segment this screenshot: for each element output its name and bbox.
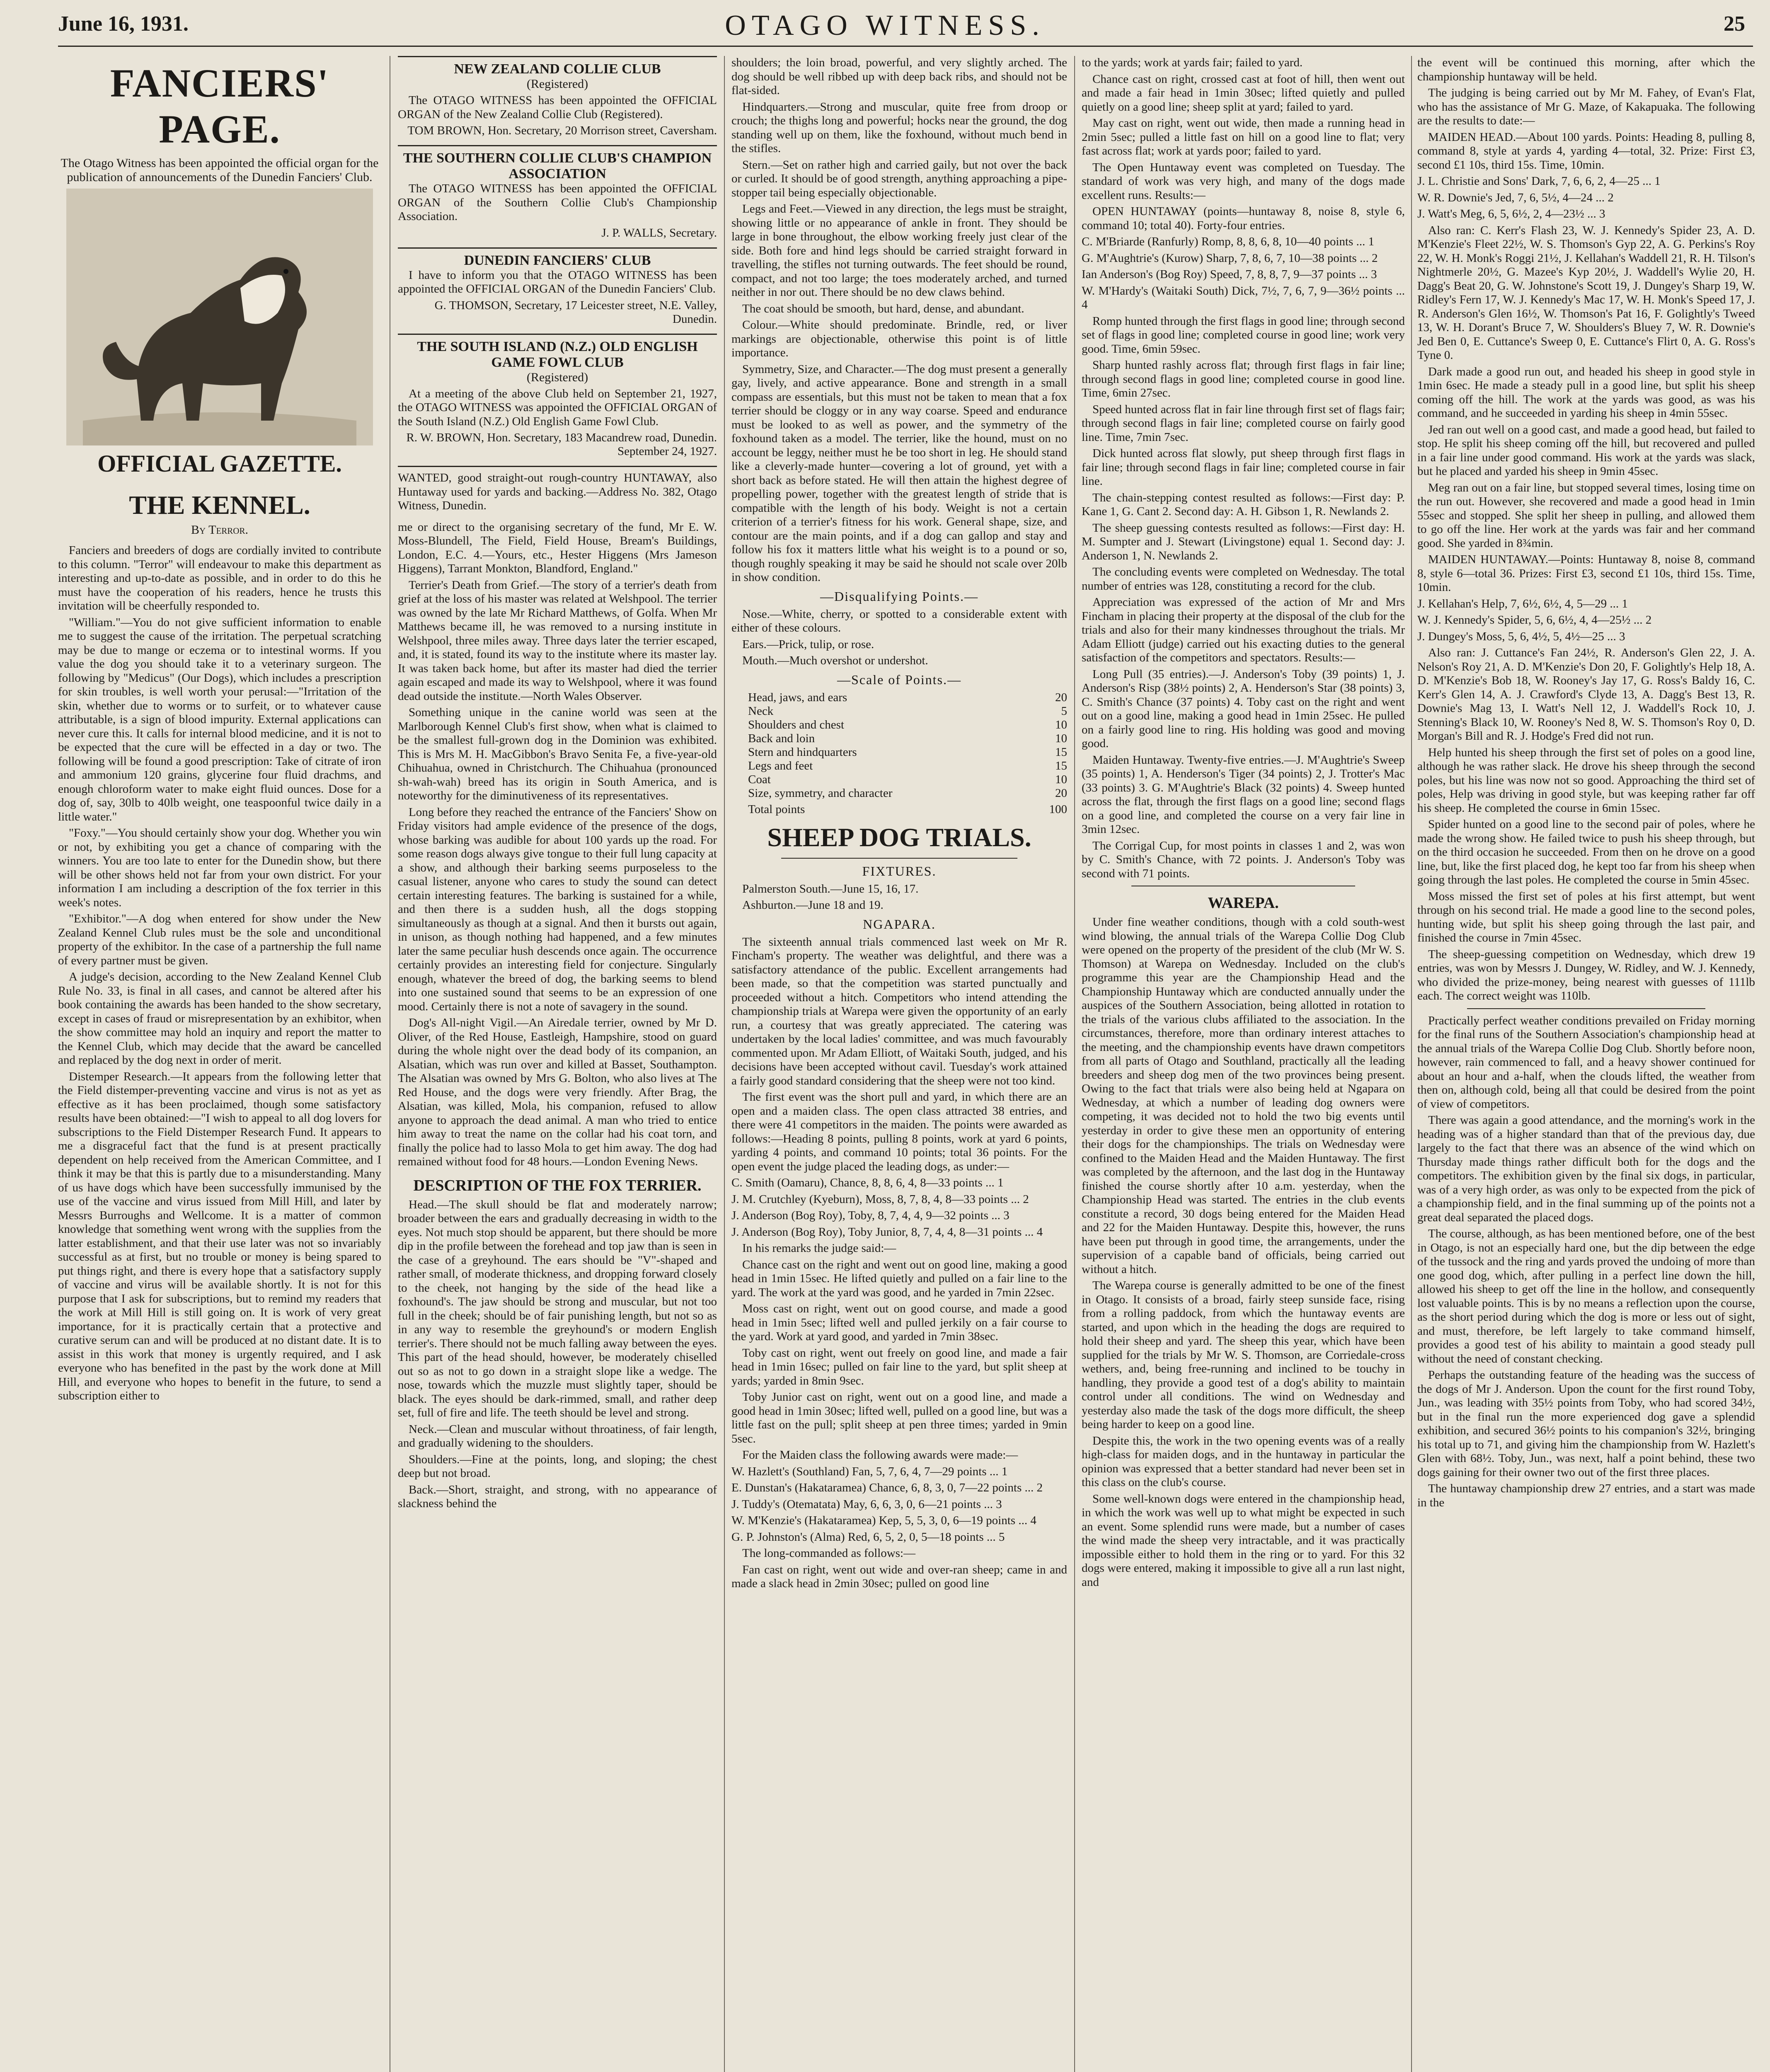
warepa-paragraph: Moss missed the first set of poles at his first attempt, but went through on his second trial. He made a good line to the second poles, hunting wide, but split his sheep going through the last pair, and finished the course in 7min 45sec.: [1417, 889, 1755, 944]
notice-signature: G. THOMSON, Secretary, 17 Leicester street, N.E. Valley, Dunedin.: [434, 298, 717, 326]
table-row: Size, symmetry, and character 20: [748, 786, 1067, 800]
result-line: W. Hazlett's (Southland) Fan, 5, 7, 6, 4, 7—29 points ... 1: [731, 1464, 1008, 1478]
column-4: [1082, 56, 1405, 2072]
ngapara-paragraph: to the yards; work at yards fair; failed to yard.: [1082, 56, 1303, 69]
warepa-paragraph: Practically perfect weather conditions prevailed on Friday morning for the final runs of the Southern Association's championship head at the annual trials of the Warepa Collie Dog Club. Shortly before noon, however, rain commenced to fall, and a heavy shower continued for about an hour and a-half, when the clouds lifted, the weather from then on, although cold, being all that could be desired from the point of view of competitors.: [1417, 1014, 1755, 1111]
ngapara-paragraph: Romp hunted through the first flags in good line; through second set of flags in good line; completed course in good line; work very good. Time, 6min 59sec.: [1082, 314, 1405, 356]
disqualifying-item: Mouth.—Much overshot or undershot.: [742, 654, 928, 667]
result-line: E. Dunstan's (Hakataramea) Chance, 6, 8, 3, 0, 7—22 points ... 2: [731, 1481, 1043, 1494]
column-divider: [1411, 56, 1412, 2072]
kennel-heading: THE KENNEL.: [129, 490, 310, 520]
fox-terrier-paragraph: Head.—The skull should be flat and moderately narrow; broader between the ears and gradually decreasing in width to the eyes. Not much stop should be apparent, but there should be more dip in the profile between the forehead and top jaw than is seen in the case of a greyhound. The ears should be "V"-shaped and rather small, of moderate thickness, and dropping forward closely to the cheek, not hanging by the side of the head like a foxhound's. The jaw should be strong and muscular, but not too full in the cheek; should be of fair punishing length, but not so as in any way to resemble the greyhound's or modern English terrier's. There should not be much falling away between the eyes. This part of the head should, however, be moderately chiselled out so as not to go down in a straight slope like a wedge. The nose, towards which the muzzle must slightly taper, should be black. The eyes should be dark-rimmed, small, and rather deep set, full of fire and life. The teeth should be level and strong.: [398, 1198, 717, 1419]
article-paragraph: Long before they reached the entrance of the Fanciers' Show on Friday visitors had ample evidence of the presence of the dogs, whose barking was audible for about 100 yards up the road. For some reason dogs always give tongue to their full lung capacity at a show, and although their barking seems purposeless to the casual listener, anyone who cares to study the sound can detect certain interesting features. The barking is sustained for a while, and then there is a sudden hush, all the dogs stopping simultaneously as though at a signal. And then it bursts out again, in unison, as though nothing had happened, and a few minutes later the same peculiar hush descends once again. The occurrence certainly provides an interesting field for conjecture. Singularly enough, whatever the breed of dog, the barking seems to blend into one sustained sound that seems to be an expression of one mood. Certainly there is not a note of savagery in the sound.: [398, 805, 717, 1013]
ngapara-paragraph: Toby cast on right, went out freely on good line, and made a fair head in 1min 16sec; pulled on fair line to the yard, but split sheep at yards; yarded in 8min 9sec.: [731, 1346, 1067, 1387]
fixtures-heading: FIXTURES.: [862, 863, 937, 879]
warepa-paragraph: Under fine weather conditions, though with a cold south-west wind blowing, the annual trials of the Warepa Collie Dog Club were opened on the property of the president of the club (Mr W. S. Thomson) at Warepa on Wednesday. Included on the club's programme this year are the Championship Head and the Championship Huntaway which are conducted annually under the auspices of the Southern Association, being allotted in rotation to the trials of the various clubs affiliated to the association. In the circumstances, therefore, more than ordinary interest attaches to the meeting, and the championship events have drawn competitors from all parts of Otago and Southland, practically all the leading breeders and sheep dog men of the two provinces being present. Owing to the fact that trials were also being held at Ngapara on Wednesday, at which a number of leading dog owners were competing, it was decided not to hold the two big events until yesterday in order to give these men an opportunity of entering their dogs for the championships. The trials on Wednesday were confined to the Maiden Head and the Maiden Huntaway. The first was completed by the afternoon, and the last dog in the Huntaway finished the course shortly after 10 a.m. yesterday, when the Championship Head was started. The entries in the club events constitute a record, 30 dogs being entered for the Maiden Head and 22 for the Maiden Huntaway. Despite this, however, the runs have been put through in good time, the arrangements, under the supervision of a capable band of officials, being carried out without a hitch.: [1082, 915, 1405, 1276]
warepa-paragraph: Also ran: J. Cuttance's Fan 24½, R. Anderson's Glen 22, J. A. Nelson's Roy 21, A. D. M'Kenzie's Don 20, F. Golightly's Help 18, A. D. M'Kenzie's Bob 18, W. Rooney's Jay 17, G. Ross's Baldy 16, C. Kerr's Glen 14, A. J. Crawford's Clyde 13, A. Dagg's Best 13, R. Downie's Mag 13, I. Watt's Nell 12, J. Waddell's Rock 10, J. Stenning's Black 10, W. Rooney's Ned 8, W. S. Thomson's Roy 0, D. Morgan's Bill and R. J. Hodge's Fred did not run.: [1417, 646, 1755, 743]
article-paragraph: me or direct to the organising secretary of the fund, Mr E. W. Moss-Blundell, The Field, Field House, Bream's Buildings, London, E.C. 4.—Yours, etc., Hester Higgens (Mrs Jameson Higgens), Tarrant Monkton, Blandford, England.": [398, 520, 717, 575]
warepa-paragraph: The course, although, as has been mentioned before, one of the best in Otago, is not an especially hard one, but the dip between the edge of the tussock and the ring and yards proved the undoing of more than one good dog, which, after pulling in a perfect line down the hill, allowed his sheep to get off the line in the hollow, and consequently lost valuable points. This is by no means a reflection upon the course, as the short period during which the dog is more or less out of sight, and must, therefore, be left largely to take command himself, provides a good test of his ability to maintain a good steady pull without the need of constant checking.: [1417, 1227, 1755, 1365]
kennel-paragraph: Fanciers and breeders of dogs are cordially invited to contribute to this column. "Terror" will endeavour to make this department as interesting and up-to-date as possible, and in order to do this he must have the cooperation of his readers, hence he trusts this invitation will be cheerfully responded to.: [58, 544, 381, 612]
ngapara-paragraph: Appreciation was expressed of the action of Mr and Mrs Fincham in placing their property at the disposal of the club for the trials and also for their many kindnesses throughout the trials. Mr Adam Elliott (judge) carried out his exacting duties to the general satisfaction of the competitors and spectators. Results:—: [1082, 595, 1405, 664]
page-number: 25: [1724, 12, 1745, 36]
kennel-paragraph: "William."—You do not give sufficient information to enable me to suggest the cause of the irritation. The perpetual scratching may be due to mange or eczema or to intestinal worms. If you value the dog you should take it to a veterinary surgeon. The following by "Medicus" (Our Dogs), which includes a prescription for skin troubles, is well worth your perusal:—"Irritation of the skin, whether due to worms or to surfeit, or to whatever cause attributable, is a sign of blood impurity. External applications can never cure this. It calls for internal blood medicine, and it is not to be expected that the cure will be effected in a day or two. The following will be found a good prescription: Take of citrate of iron and ammonium 120 grains, glycerine four fluid drachms, and enough chloroform water to make eight fluid ounces. Dose for a dog of, say, 30lb to 40lb weight, one teaspoonful twice daily in a little water.": [58, 615, 381, 823]
article-paragraph: Terrier's Death from Grief.—The story of a terrier's death from grief at the loss of his master was related at Welshpool. The terrier was owned by the late Mr Richard Matthews, of Golfa. When Mr Matthews became ill, he was removed to a nursing institute in Welshpool, three miles away. Three days later the terrier escaped, and, it is stated, found its way to the institute where its master lay. It was taken back home, but after its master had died the terrier again escaped and made its way to Welshpool, where it was found dead outside the institute.—North Wales Observer.: [398, 578, 717, 703]
wanted-ad: WANTED, good straight-out rough-country HUNTAWAY, also Huntaway used for yards and backing.—Address No. 382, Otago Witness, Dunedin.: [398, 471, 717, 512]
page-header: [0, 0, 1770, 50]
kennel-paragraph: "Foxy."—You should certainly show your dog. Whether you win or not, by exhibiting you get a chance of comparing with the winners. You are too late to enter for the Dunedin show, but there will be other shows held not far from your own district. For your information I am including a description of the fox terrier in this week's notes.: [58, 826, 381, 909]
notice-signature: TOM BROWN, Hon. Secretary, 20 Morrison street, Caversham.: [407, 124, 717, 137]
sheep-dog-trials-heading: SHEEP DOG TRIALS.: [767, 822, 1031, 852]
warepa-paragraph: the event will be continued this morning, after which the championship huntaway will be held.: [1417, 56, 1755, 83]
result-line: J. M. Crutchley (Kyeburn), Moss, 8, 7, 8, 4, 8—33 points ... 2: [731, 1192, 1029, 1206]
warepa-paragraph: Help hunted his sheep through the first set of poles on a good line, although he was rather slack. He drove his sheep through the second poles, but his line was now not so good. Approaching the third set of poles, Help was driving in good style, but was keeping rather far off his sheep. He completed the course in 6min 15sec.: [1417, 746, 1755, 815]
scale-heading: —Scale of Points.—: [837, 672, 961, 687]
ngapara-paragraph: Fan cast on right, went out wide and over-ran sheep; came in and made a slack head in 2min 30sec; pulled on good line: [731, 1563, 1067, 1590]
ngapara-paragraph: The concluding events were completed on Wednesday. The total number of entries was 128, constituting a record for the club.: [1082, 565, 1405, 593]
ngapara-paragraph: Speed hunted across flat in fair line through first set of flags fair; through second flags in fair line; completed course on fairly good line. Time, 7min 7sec.: [1082, 402, 1405, 444]
fox-terrier-paragraph: Stern.—Set on rather high and carried gaily, but not over the back or curled. It should be of good strength, anything approaching a pipe-stopper tail being especially objectionable.: [731, 158, 1067, 199]
ngapara-paragraph: Sharp hunted rashly across flat; through first flags in fair line; through second flags in good line; completed course in good line. Time, 6min 27sec.: [1082, 358, 1405, 399]
ngapara-heading: NGAPARA.: [863, 916, 936, 932]
result-line: J. Watt's Meg, 6, 5, 6½, 2, 4—23½ ... 3: [1417, 207, 1605, 220]
result-line: J. Anderson (Bog Roy), Toby, 8, 7, 4, 4, 9—32 points ... 3: [731, 1209, 1010, 1222]
ngapara-paragraph: The long-commanded as follows:—: [742, 1547, 915, 1560]
warepa-paragraph: Also ran: C. Kerr's Flash 23, W. J. Kennedy's Spider 23, A. D. M'Kenzie's Fleet 22½, W. S. Thomson's Gyp 22, A. G. Perkins's Roy 22, W. H. Monk's Roggi 21½, J. Kellahan's Waddell 21, R. H. Tilson's Nightmerle 20½, G. Mazee's Kyp 20½, J. Waddell's Wylie 20, H. Dagg's Beat 20, G. W. Johnstone's Scott 19, J. Dungey's Sharp 19, W. Ridley's Fern 17, W. J. Kennedy's Mac 17, W. H. Monk's Speed 17, J. R. Anderson's Glen 16½, W. Thomson's Pat 16, F. Golightly's Tweed 13, W. H. Dorant's Bruce 7, W. Shoulders's Bluey 7, W. R. Downie's Jed Ben 0, E. Cuttance's Sweep 0, E. Cuttance's Flirt 0, A. G. Ross's Tyne 0.: [1417, 223, 1755, 362]
result-line: C. Smith (Oamaru), Chance, 8, 8, 6, 4, 8—33 points ... 1: [731, 1176, 1004, 1189]
warepa-paragraph: Jed ran out well on a good cast, and made a good head, but failed to stop. He split his sheep coming off the hill, but recovered and pulled in a fair line under good command. His work at the yards was slack, but he placed and yarded his sheep in 9min 45sec.: [1417, 423, 1755, 478]
warepa-paragraph: The sheep-guessing competition on Wednesday, which drew 19 entries, was won by Messrs J. Dungey, W. Ridley, and W. J. Kennedy, who divided the prize-money, being nearest with guesses of 111lb each. The correct weight was 110lb.: [1417, 947, 1755, 1002]
ngapara-paragraph: May cast on right, went out wide, then made a running head in 2min 5sec; pulled a little fast on hill on a good line to flat; very fast across flat; work at yards poor; failed to yard.: [1082, 116, 1405, 157]
notice-signature: R. W. BROWN, Hon. Secretary, 183 Macandrew road, Dunedin. September 24, 1927.: [406, 431, 717, 458]
warepa-paragraph: Some well-known dogs were entered in the championship head, in which the work was well up to what might be expected in such an event. Some splendid runs were made, but a number of cases the wind made the sheep very intractable, and it was practically impossible either to hold them in the ring or to yard. For this 32 dogs were entered, making it impossible to give all a run last night, and: [1082, 1492, 1405, 1589]
club-notice: [398, 56, 717, 138]
club-notice: [398, 334, 717, 459]
warepa-paragraph: Dark made a good run out, and headed his sheep in good style in 1min 6sec. He made a steady pull in a good line, but split his sheep coming off the hill. The work at the yards was good, as was his command, and he succeeded in yarding his sheep in 4min 55sec.: [1417, 365, 1755, 420]
section-intro: The Otago Witness has been appointed the official organ for the publication of announcements of the Dunedin Fanciers' Club.: [61, 156, 379, 184]
table-total-row: Total points 100: [748, 802, 1067, 816]
fox-terrier-paragraph: Hindquarters.—Strong and muscular, quite free from droop or crouch; the thighs long and powerful; hocks near the ground, the dog standing well up on them, like the foxhound, without much bend in the stifles.: [731, 100, 1067, 155]
fox-terrier-paragraph: The coat should be smooth, but hard, dense, and abundant.: [742, 302, 1024, 315]
masthead-title: OTAGO WITNESS.: [725, 10, 1045, 41]
notice-body: The OTAGO WITNESS has been appointed the OFFICIAL ORGAN of the Southern Collie Club's Championship Association.: [398, 182, 717, 223]
fox-terrier-paragraph: Symmetry, Size, and Character.—The dog must present a generally gay, lively, and active appearance. Bone and strength in a small compass are essentials, but this must not be taken to mean that a fox terrier should be cloggy or in any way coarse. Speed and endurance must be looked to as well as power, and the symmetry of the foxhound taken as a model. The terrier, like the hound, must on no account be leggy, neither must he be too short in leg. He should stand like a cleverly-made hunter—covering a lot of ground, yet with a short back as before stated. He will then attain the highest degree of propelling power, together with the greatest length of stride that is compatible with the length of his body. Weight is not a certain criterion of a terrier's fitness for his work. General shape, size, and contour are the main points, and if a dog can gallop and stay and follow his fox it matters little what his weight is to a pound or so, though roughly speaking it may be said he should not scale over 20lb in show condition.: [731, 362, 1067, 584]
notice-body: The OTAGO WITNESS has been appointed the OFFICIAL ORGAN of the New Zealand Collie Club (Registered).: [398, 94, 717, 121]
notice-subtitle: (Registered): [526, 370, 588, 384]
column-2: [398, 56, 717, 2072]
warepa-paragraph: Meg ran out on a fair line, but stopped several times, losing time on the run out. However, she recovered and made a good head in 1min 55sec and stopped. She split her sheep in pulling, and allowed them to go off the line. Her work at the yards was fair and her command good. She yarded in 8¾min.: [1417, 481, 1755, 550]
table-row: Legs and feet 15: [748, 759, 1067, 772]
warepa-paragraph: Despite this, the work in the two opening events was of a really high-class for maiden dogs, and in the huntaway in particular the opinion was expressed that a better standard had never been set in this class on the club's course.: [1082, 1434, 1405, 1489]
result-line: W. M'Hardy's (Waitaki South) Dick, 7½, 7, 6, 7, 9—36½ points ... 4: [1082, 284, 1405, 311]
column-3: [731, 56, 1067, 2072]
result-line: J. Dungey's Moss, 5, 6, 4½, 5, 4½—25 ... 3: [1417, 629, 1625, 643]
notice-subtitle: (Registered): [526, 77, 588, 91]
ngapara-paragraph: For the Maiden class the following awards were made:—: [742, 1448, 1018, 1462]
table-row: Neck 5: [748, 704, 1067, 718]
ngapara-paragraph: In his remarks the judge said:—: [742, 1242, 896, 1255]
ngapara-paragraph: Chance cast on right, crossed cast at foot of hill, then went out and made a fair head in 1min 30sec; lifted quietly and pulled quietly on a good line; sheep split at yard; failed to yard.: [1082, 72, 1405, 114]
column-divider: [1074, 56, 1075, 2072]
warepa-paragraph: Spider hunted on a good line to the second pair of poles, where he made the wrong show. He failed twice to push his sheep through, but on the third occasion he succeeded. From then on he drove on a good line, but, like the first placed dog, he kept too far from his sheep when going through the last poles. He completed the course in 5min 45sec.: [1417, 818, 1755, 886]
event-heading: OPEN HUNTAWAY (points—huntaway 8, noise 8, style 6, command 10; total 40). Forty-four entries.: [1082, 205, 1405, 232]
kennel-paragraph: "Exhibitor."—A dog when entered for show under the New Zealand Kennel Club rules must be the sole and unconditional property of the exhibitor. In the case of a partnership the full name of every partner must be given.: [58, 912, 381, 967]
ngapara-paragraph: Maiden Huntaway. Twenty-five entries.—J. M'Aughtrie's Sweep (35 points) 1, A. Henderson's Tiger (34 points) 2, J. Trotter's Mac (33 points) 3. G. M'Aughtrie's Black (32 points) 4. Sweep hunted across the flat, through the first flags on a good line; second flags on a good line, and completed the course on a very fair line in 3min 12sec.: [1082, 753, 1405, 836]
result-line: G. P. Johnston's (Alma) Red, 6, 5, 2, 0, 5—18 points ... 5: [731, 1530, 1005, 1544]
column-divider: [724, 56, 725, 2072]
result-line: C. M'Briarde (Ranfurly) Romp, 8, 8, 6, 8, 10—40 points ... 1: [1082, 235, 1375, 248]
fox-terrier-paragraph: Shoulders.—Fine at the points, long, and sloping; the chest deep but not broad.: [398, 1452, 717, 1480]
warepa-heading: WAREPA.: [1208, 894, 1279, 912]
ngapara-paragraph: The sheep guessing contests resulted as follows:—First day: H. M. Sumpter and J. Stewart (Livingstone) equal 1. Second day: J. Anderson 1, N. Newlands 2.: [1082, 521, 1405, 562]
table-row: Stern and hindquarters 15: [748, 745, 1067, 759]
collie-dog-illustration: [66, 189, 373, 445]
column-1: [58, 56, 381, 2072]
notice-signature: J. P. WALLS, Secretary.: [601, 226, 717, 240]
dog-engraving-icon: [66, 189, 373, 445]
club-notice: [398, 145, 717, 240]
result-line: G. M'Aughtrie's (Kurow) Sharp, 7, 8, 6, 7, 10—38 points ... 2: [1082, 251, 1378, 265]
kennel-paragraph: Distemper Research.—It appears from the following letter that the Field distemper-preventing vaccine and virus is not as yet as effective as it has been proclaimed, though some satisfactory results have been obtained:—"I wish to appeal to all dog lovers for subscriptions to the Field Distemper Research Fund. It appears to me a disgraceful fact that the fund is at present practically dependent on help received from the American Committee, and I think it may be that this is partly due to a misunderstanding. Many of us have dogs which have been successfully immunised by the use of the vaccine and virus issued from Mill Hill, and later by Messrs Burroughs and Wellcome. It is a matter of common knowledge that something went wrong with the supplies from the latter establishment, and that their use later was not so invariably successful as at first, but no trouble or money is being spared to put things right, and there is every hope that a satisfactory supply of vaccine and virus will be available shortly. It is not for this purpose that I ask for subscriptions, but to remind my readers that the work at Mill Hill is still going on. It is work of very great importance, for it is practically certain that a protective and curative serum can and will be produced at no distant date. It is to assist in this work that money is urgently required, and I ask everyone who has benefited in the past by the work done at Mill Hill, and everyone who hopes to benefit in the future, to send a subscription either to: [58, 1070, 381, 1402]
kennel-paragraph: A judge's decision, according to the New Zealand Kennel Club Rule No. 33, is final in all cases, and cannot be altered after his book containing the awards has been handed to the show secretary, except in cases of fraud or misrepresentation by an exhibitor, when the show committee may hold an inquiry and report the matter to the Kennel Club, which may decide that the award be cancelled and replaced by the dog next in order of merit.: [58, 970, 381, 1067]
classified-ad: [398, 466, 717, 513]
ngapara-paragraph: The first event was the short pull and yard, in which there are an open and a maiden class. The open class attracted 38 entries, and there were 41 competitors in the maiden. The points were awarded as follows:—Heading 8 points, pulling 8 points, work at yard 6 points, yarding 4 points, and command 10 points; total 36 points. For the open event the judge placed the leading dogs, as under:—: [731, 1090, 1067, 1173]
notice-title: THE SOUTHERN COLLIE CLUB'S CHAMPION ASSOCIATION: [403, 150, 712, 182]
warepa-paragraph: The huntaway championship drew 27 entries, and a start was made in the: [1417, 1482, 1755, 1509]
article-paragraph: Something unique in the canine world was seen at the Marlborough Kennel Club's first show, when what is claimed to be the smallest full-grown dog in the Dominion was exhibited. This is Mrs M. H. MacGibbon's Bravo Senita Fe, a five-year-old Chihuahua, owned in Christchurch. The Chihuahua (pronounced sh-wah-wah) breed has its origin in South America, and is noteworthy for the diminutiveness of its representatives.: [398, 706, 717, 802]
disqualifying-item: Nose.—White, cherry, or spotted to a considerable extent with either of these colours.: [731, 607, 1067, 634]
fox-terrier-paragraph: shoulders; the loin broad, powerful, and very slightly arched. The dog should be well ribbed up with deep back ribs, and should not be flat-sided.: [731, 56, 1067, 97]
result-line: J. Tuddy's (Otematata) May, 6, 6, 3, 0, 6—21 points ... 3: [731, 1497, 1002, 1511]
disqualifying-item: Ears.—Prick, tulip, or rose.: [742, 637, 874, 651]
fixture-item: Palmerston South.—June 15, 16, 17.: [742, 882, 919, 896]
result-line: J. Kellahan's Help, 7, 6½, 6½, 4, 5—29 ... 1: [1417, 597, 1628, 610]
club-notice: [398, 247, 717, 326]
notice-title: DUNEDIN FANCIERS' CLUB: [464, 252, 651, 268]
table-row: Coat 10: [748, 772, 1067, 786]
disqualifying-heading: —Disqualifying Points.—: [820, 588, 978, 604]
kennel-byline: By Terror.: [191, 523, 248, 537]
result-line: W. J. Kennedy's Spider, 5, 6, 6½, 4, 4—25½ ... 2: [1417, 613, 1652, 627]
ngapara-paragraph: The Corrigal Cup, for most points in classes 1 and 2, was won by C. Smith's Chance, with 72 points. J. Anderson's Toby was second with 71 points.: [1082, 839, 1405, 880]
header-rule: [58, 46, 1753, 47]
notice-body: I have to inform you that the OTAGO WITNESS has been appointed the OFFICIAL ORGAN of the Dunedin Fanciers' Club.: [398, 268, 717, 295]
divider: [1467, 1008, 1705, 1009]
notice-title: THE SOUTH ISLAND (N.Z.) OLD ENGLISH GAME FOWL CLUB: [417, 339, 698, 370]
notice-body: At a meeting of the above Club held on September 21, 1927, the OTAGO WITNESS was appointed the OFFICIAL ORGAN of the South Island (N.Z.) Old English Game Fowl Club.: [398, 387, 717, 428]
notice-title: NEW ZEALAND COLLIE CLUB: [454, 61, 661, 77]
divider: [781, 858, 1017, 859]
ngapara-paragraph: Long Pull (35 entries).—J. Anderson's Toby (39 points) 1, J. Anderson's Risp (38½ points) 2, A. Henderson's Star (38 points) 3, C. Smith's Chance (37 points) 4. Toby cast on the right and went out on a good line, making a good head in 1min 25sec. He pulled on a fairly good line to ring. His holding was good and moving good.: [1082, 667, 1405, 750]
fox-terrier-paragraph: Colour.—White should predominate. Brindle, red, or liver markings are objectionable, otherwise this point is of little importance.: [731, 318, 1067, 359]
fox-terrier-paragraph: Legs and Feet.—Viewed in any direction, the legs must be straight, showing little or no appearance of ankle in front. They should be large in bone throughout, the elbow working freely just clear of the side. Both fore and hind legs should be carried straight forward in travelling, the stifles not turning outwards. The feet should be round, compact, and not too large; the toes moderately arched, and turned neither in nor out. There should be no dew claws behind.: [731, 202, 1067, 299]
ngapara-paragraph: Moss cast on right, went out on good course, and made a good head in 1min 5sec; lifted well and pulled jerkily on a fair course to the yard. Work at yard good, and yarded in 7min 38sec.: [731, 1302, 1067, 1343]
section-title: FANCIERS' PAGE.: [110, 61, 329, 151]
column-5: [1417, 56, 1755, 2072]
scale-of-points-table: [748, 691, 1067, 816]
table-row: Back and loin 10: [748, 731, 1067, 745]
result-line: Ian Anderson's (Bog Roy) Speed, 7, 8, 8, 7, 9—37 points ... 3: [1082, 268, 1377, 281]
ngapara-paragraph: The sixteenth annual trials commenced last week on Mr R. Fincham's property. The weather was delightful, and there was a satisfactory attendance of the public. Excellent arrangements had been made, so that the competition was started punctually and proceeded without a hitch. Competitors who intend attending the championship trials at Warepa were given the opportunity of an early run, a courtesy that was greatly appreciated. The catering was undertaken by the local ladies' committee, and was much favourably commented upon. Mr Adam Elliott, of Waitaki South, judged, and his decisions have been accepted without cavil. Tuesday's work attained a fairly good standard considering that the sheep were not too kind.: [731, 935, 1067, 1087]
article-paragraph: Dog's All-night Vigil.—An Airedale terrier, owned by Mr D. Oliver, of the Red House, Eastleigh, Hampshire, stood on guard during the whole night over the dead body of its companion, an Alsatian, which was run over and killed at Basset, Southampton. The Alsatian was owned by Mrs G. Bolton, who also lives at The Red House, and the dogs were very friendly. After Brag, the Alsatian, was killed, Mola, his companion, refused to allow anyone to approach the dead animal. A man who tried to entice him away to treat the name on the collar had his coat torn, and finally the police had to lasso Mola to get him away. The dog had remained without food for 48 hours.—London Evening News.: [398, 1016, 717, 1168]
warepa-paragraph: The Warepa course is generally admitted to be one of the finest in Otago. It consists of a broad, fairly steep sunside face, rising from a rolling paddock, from which the huntaway events are started, and upon which in the heading the dogs are required to hold their sheep and yard. The sheep this year, which have been supplied for the trials by Mr W. S. Thomson, are Corriedale-cross wethers, and, being free-running and inclined to be touchy in handling, they provide a good test of a dog's ability to maintain control under all conditions. The wind on Wednesday and yesterday also made the task of the dogs more difficult, the sheep being harder to keep on a good line.: [1082, 1279, 1405, 1431]
fox-terrier-heading: DESCRIPTION OF THE FOX TERRIER.: [413, 1176, 702, 1194]
table-row: Head, jaws, and ears 20: [748, 690, 1067, 704]
warepa-paragraph: The judging is being carried out by Mr M. Fahey, of Evan's Flat, who has the assistance of Mr G. Maze, of Kakapuaka. The following are the results to date:—: [1417, 86, 1755, 127]
fixture-item: Ashburton.—June 18 and 19.: [742, 898, 884, 912]
ngapara-paragraph: The Open Huntaway event was completed on Tuesday. The standard of work was very high, and many of the dogs made excellent runs. Results:—: [1082, 160, 1405, 202]
ngapara-paragraph: Chance cast on the right and went out on good line, making a good head in 1min 15sec. He lifted quietly and pulled on a fair line to the yard. The work at the yard was good, and he yarded in 7min 22sec.: [731, 1258, 1067, 1299]
official-gazette-heading: OFFICIAL GAZETTE.: [97, 450, 342, 477]
result-line: W. R. Downie's Jed, 7, 6, 5½, 4—24 ... 2: [1417, 191, 1614, 204]
event-heading: MAIDEN HUNTAWAY.—Points: Huntaway 8, noise 8, command 8, style 6—total 36. Prizes: First £3, second £1 10s, third 15s. Time, 10min.: [1417, 553, 1755, 594]
issue-date: June 16, 1931.: [58, 12, 189, 36]
result-line: J. Anderson (Bog Roy), Toby Junior, 8, 7, 4, 4, 8—31 points ... 4: [731, 1225, 1043, 1239]
result-line: W. M'Kenzie's (Hakataramea) Kep, 5, 5, 3, 0, 6—19 points ... 4: [731, 1514, 1036, 1527]
fox-terrier-paragraph: Neck.—Clean and muscular without throatiness, of fair length, and gradually widening to the shoulders.: [398, 1422, 717, 1450]
event-heading: MAIDEN HEAD.—About 100 yards. Points: Heading 8, pulling 8, command 8, style at yards 4, yarding 4—total, 32. Prize: First £3, second £1 10s, third 15s. Time, 10min.: [1417, 130, 1755, 172]
ngapara-paragraph: The chain-stepping contest resulted as follows:—First day: P. Kane 1, G. Cant 2. Second day: A. H. Gibson 1, R. Newlands 2.: [1082, 491, 1405, 518]
ngapara-paragraph: Toby Junior cast on right, went out on a good line, and made a good head in 1min 30sec; lifted well, pulled on a good line, but was a little fast on the pull; split sheep at pen three times; yarded in 9min 5sec.: [731, 1390, 1067, 1445]
warepa-paragraph: Perhaps the outstanding feature of the heading was the success of the dogs of Mr J. Anderson. Upon the count for the first round Toby, Jun., was leading with 35½ points from Toby, who had scored 34½, but in the final run the more experienced dog gave a splendid exhibition, and secured 36½ points to his companion's 32½, bringing his total up to 71, and giving him the championship from W. Hazlett's Glen with 68½. Toby, Jun., was next, half a point behind, these two dogs gaining for their owner two out of the first three places.: [1417, 1368, 1755, 1479]
result-line: J. L. Christie and Sons' Dark, 7, 6, 6, 2, 4—25 ... 1: [1417, 174, 1661, 188]
table-row: Shoulders and chest 10: [748, 718, 1067, 731]
warepa-paragraph: There was again a good attendance, and the morning's work in the heading was of a higher standard than that of the previous day, due largely to the fact that there was an absence of the wind which on Thursday made things rather difficult both for the dogs and the competitors. The exhibition given by the final six dogs, in particular, was of a very high order, as was only to be expected from the pick of a championship field, and in the final summing up of the points not a great deal separated the placed dogs.: [1417, 1113, 1755, 1224]
fox-terrier-paragraph: Back.—Short, straight, and strong, with no appearance of slackness behind the: [398, 1483, 717, 1510]
ngapara-paragraph: Dick hunted across flat slowly, put sheep through first flags in fair line; through second flags in fair line; completed course in fair line.: [1082, 447, 1405, 488]
